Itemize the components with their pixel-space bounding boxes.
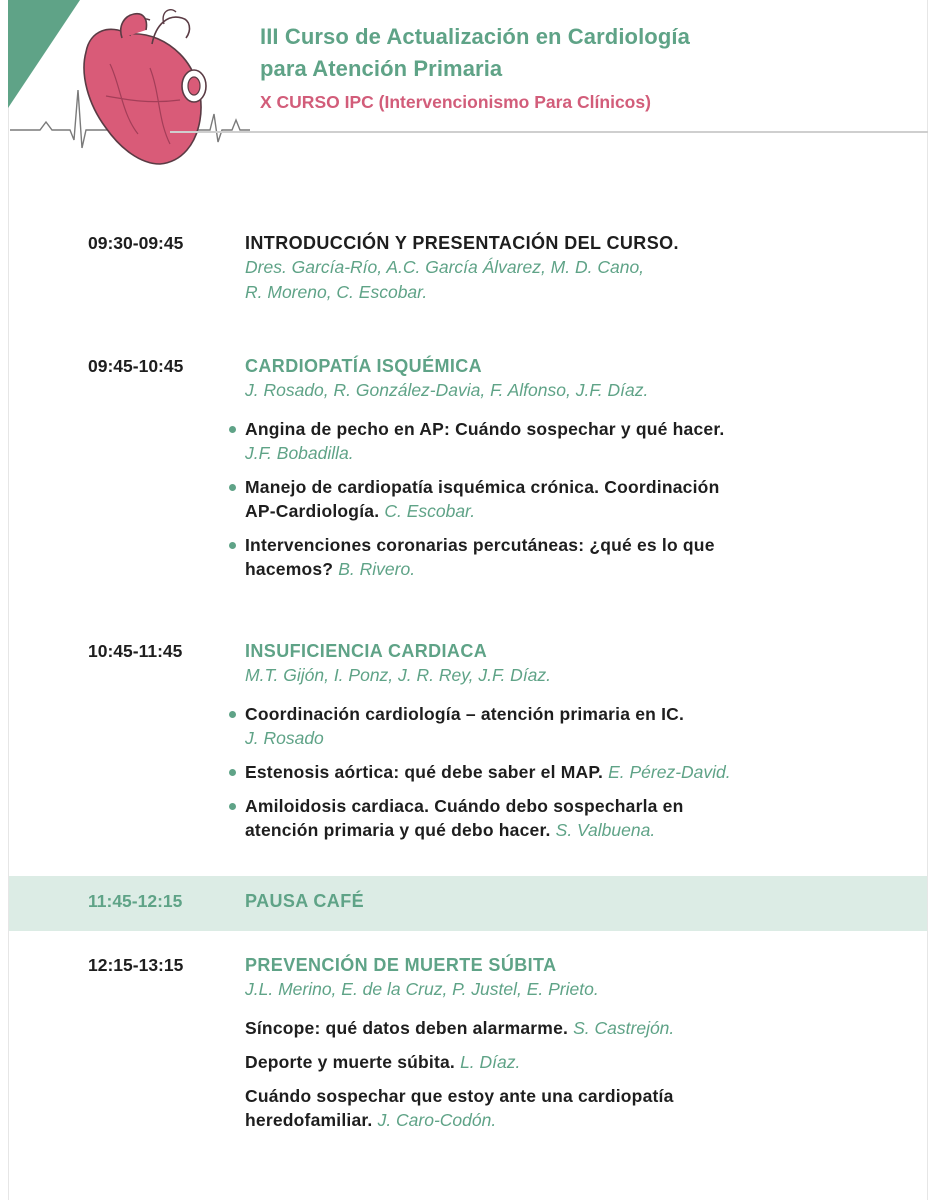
session-title: INSUFICIENCIA CARDIACA [245,641,488,661]
speakers-line2: R. Moreno, C. Escobar. [245,282,428,302]
talk-speaker: J. Caro-Codón. [377,1110,497,1130]
bullet-icon [229,426,236,433]
speakers-line1: Dres. García-Río, A.C. García Álvarez, M. D. Cano, [245,257,645,277]
talk-title: Coordinación cardiología – atención primaria en IC. [245,704,685,724]
talk-speaker: B. Rivero. [338,559,416,579]
session-time: 10:45-11:45 [88,641,183,661]
talk-title-cont: atención primaria y qué debo hacer. [245,820,551,840]
session-content [245,955,885,1132]
talk-item [245,794,885,842]
talk-title: Angina de pecho en AP: Cuándo sospechar y qué hacer. [245,419,725,439]
talk-item [245,760,885,784]
talk-speaker: C. Escobar. [384,501,476,521]
talk-title: Deporte y muerte súbita. [245,1052,455,1072]
bullet-icon [229,542,236,549]
talk-item [245,1084,885,1132]
course-title-line1: III Curso de Actualización en Cardiología [260,24,690,49]
session-content [245,233,885,305]
bullet-icon [229,803,236,810]
talk-title: Estenosis aórtica: qué debe saber el MAP. [245,762,604,782]
talk-item [245,1050,885,1074]
pause-time: 11:45-12:15 [88,891,183,911]
session-content [245,641,885,842]
talk-title-cont: hacemos? [245,559,334,579]
course-title [260,21,690,85]
session-time: 09:30-09:45 [88,233,184,253]
talk-title-cont: AP-Cardiología. [245,501,380,521]
talk-speaker: S. Valbuena. [555,820,656,840]
session-title: CARDIOPATÍA ISQUÉMICA [245,356,483,376]
talk-title: Amiloidosis cardiaca. Cuándo debo sospecharla en [245,796,684,816]
bullet-icon [229,484,236,491]
session-speakers [245,255,885,305]
session-content [245,356,885,581]
talk-speaker: L. Díaz. [460,1052,521,1072]
header-divider [170,131,928,133]
pause-title: PAUSA CAFÉ [245,891,365,911]
session-time: 09:45-10:45 [88,356,184,376]
talk-speaker: E. Pérez-David. [608,762,731,782]
session-speakers: M.T. Gijón, I. Ponz, J. R. Rey, J.F. Díaz. [245,665,552,685]
session-title: INTRODUCCIÓN Y PRESENTACIÓN DEL CURSO. [245,233,679,253]
talk-speaker: J. Rosado [245,728,324,748]
talk-title: Síncope: qué datos deben alarmarme. [245,1018,569,1038]
talk-item [245,417,885,465]
talk-item [245,1016,885,1040]
talk-item [245,475,885,523]
talk-title: Manejo de cardiopatía isquémica crónica. Coordinación [245,477,720,497]
session-time: 12:15-13:15 [88,955,184,975]
bullet-icon [229,711,236,718]
course-title-line2: para Atención Primaria [260,56,503,81]
talk-item [245,702,885,750]
talk-title: Cuándo sospechar que estoy ante una cardiopatía [245,1086,674,1106]
talk-title-cont: heredofamiliar. [245,1110,373,1130]
talk-item [245,533,885,581]
heart-logo [10,4,250,174]
course-subtitle: X CURSO IPC (Intervencionismo Para Clínicos) [260,92,651,112]
session-speakers: J. Rosado, R. González-Davia, F. Alfonso, J.F. Díaz. [245,380,649,400]
talk-speaker: J.F. Bobadilla. [245,443,354,463]
talk-speaker: S. Castrejón. [573,1018,675,1038]
bullet-icon [229,769,236,776]
talk-title: Intervenciones coronarias percutáneas: ¿qué es lo que [245,535,715,555]
session-title: PREVENCIÓN DE MUERTE SÚBITA [245,955,557,975]
session-speakers: J.L. Merino, E. de la Cruz, P. Justel, E. Prieto. [245,979,599,999]
